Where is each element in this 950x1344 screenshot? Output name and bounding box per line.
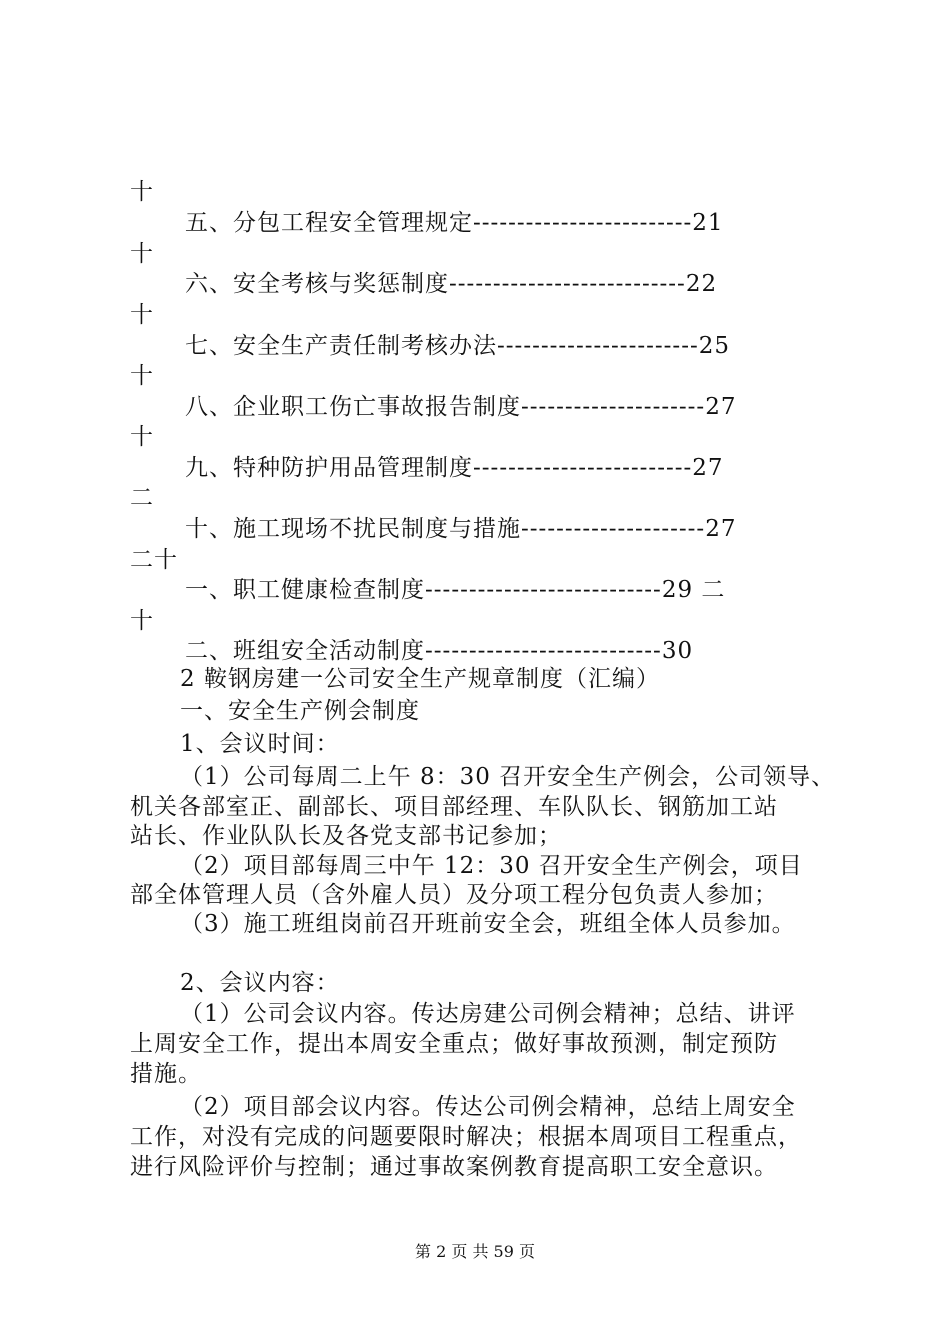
toc-fragment: 十 (130, 302, 154, 328)
paragraph-line: 进行风险评价与控制；通过事故案例教育提高职工安全意识。 (130, 1154, 778, 1180)
paragraph-line: 部全体管理人员（含外雇人员）及分项工程分包负责人参加； (130, 882, 778, 908)
section-heading: 一、安全生产例会制度 (180, 698, 420, 724)
paragraph-line: 工作，对没有完成的问题要限时解决；根据本周项目工程重点， (130, 1124, 802, 1150)
paragraph-line: （1）公司每周二上午 8：30 召开安全生产例会，公司领导、 (180, 764, 836, 790)
paragraph-line: 站长、作业队队长及各党支部书记参加； (130, 823, 562, 849)
item-heading: 1、会议时间： (180, 731, 340, 757)
paragraph-line: （3）施工班组岗前召开班前安全会，班组全体人员参加。 (180, 911, 796, 937)
toc-entry: 六、安全考核与奖惩制度---------------------------22 (185, 271, 718, 297)
toc-entry: 一、职工健康检查制度---------------------------29 二 (185, 577, 726, 603)
toc-entry: 十、施工现场不扰民制度与措施---------------------27 (185, 516, 737, 542)
paragraph-line: （2）项目部会议内容。传达公司例会精神，总结上周安全 (180, 1094, 796, 1120)
toc-fragment: 十 (130, 241, 154, 267)
toc-entry: 五、分包工程安全管理规定-------------------------21 (185, 210, 724, 236)
paragraph-line: （2）项目部每周三中午 12：30 召开安全生产例会，项目 (180, 853, 803, 879)
item-heading: 2、会议内容： (180, 970, 340, 996)
toc-entry: 二、班组安全活动制度---------------------------30 (185, 638, 694, 664)
paragraph-line: 机关各部室正、副部长、项目部经理、车队队长、钢筋加工站 (130, 794, 778, 820)
toc-fragment: 十 (130, 363, 154, 389)
paragraph-line: 措施。 (130, 1061, 202, 1087)
toc-fragment: 十 (130, 179, 154, 205)
toc-fragment: 十 (130, 608, 154, 634)
toc-entry: 九、特种防护用品管理制度-------------------------27 (185, 455, 724, 481)
page-footer: 第 2 页 共 59 页 (415, 1242, 535, 1261)
toc-fragment: 十 (130, 424, 154, 450)
toc-fragment: 二 (130, 485, 154, 511)
paragraph-line: 上周安全工作，提出本周安全重点；做好事故预测，制定预防 (130, 1031, 778, 1057)
toc-entry: 八、企业职工伤亡事故报告制度---------------------27 (185, 394, 737, 420)
toc-fragment: 二十 (130, 547, 178, 573)
paragraph-line: （1）公司会议内容。传达房建公司例会精神；总结、讲评 (180, 1001, 796, 1027)
document-title: 2 鞍钢房建一公司安全生产规章制度（汇编） (180, 666, 660, 692)
toc-entry: 七、安全生产责任制考核办法-----------------------25 (185, 333, 731, 359)
